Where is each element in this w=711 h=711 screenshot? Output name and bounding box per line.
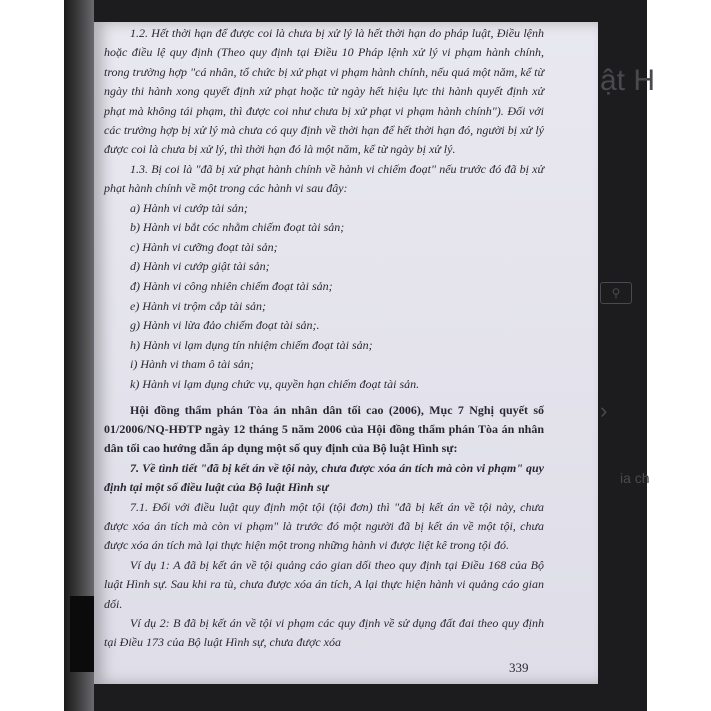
page-number: 339 (509, 660, 529, 675)
list-item: e) Hành vi trộm cắp tài sản; (130, 298, 266, 313)
list-item: c) Hành vi cưỡng đoạt tài sản; (130, 239, 278, 254)
book-page (94, 22, 598, 684)
page-content (104, 24, 544, 653)
list-item: g) Hành vi lừa đảo chiếm đoạt tài sản;. (130, 318, 320, 333)
list-item: b) Hành vi bắt cóc nhằm chiếm đoạt tài sản; (130, 220, 345, 235)
list-item: d) Hành vi cướp giật tài sản; (130, 259, 270, 274)
list-item: đ) Hành vi công nhiên chiếm đoạt tài sản; (130, 279, 333, 294)
list-item: a) Hành vi cướp tài sản; (130, 200, 248, 215)
example-1: Ví dụ 1: A đã bị kết án về tội quảng cáo gian dối theo quy định tại Điều 168 của Bộ luật Hình sự. Sau khi ra tù, chưa được xóa án tích, A lại thực hiện hành vi quảng cáo gian dối. (104, 557, 544, 611)
paragraph-1-3: 1.3. Bị coi là "đã bị xử phạt hành chính về hành vi chiếm đoạt" nếu trước đó đã bị xử phạt hành chính về một trong các hành vi sau đây: (104, 161, 544, 196)
paragraph-7-1: 7.1. Đối với điều luật quy định một tội (tội đơn) thì "đã bị kết án về tội này, chưa được xóa án tích mà còn vi phạm" là trước đó một người đã bị kết án về một tội, chưa được xóa án tích mà lại thực hiện một trong những hành vi được liệt kê trong tội đó. (104, 499, 544, 553)
search-icon: ⚲ (600, 282, 632, 304)
behavior-list (104, 199, 544, 395)
background-title-text: ật H (600, 64, 656, 97)
chevron-right-icon: › (600, 398, 608, 423)
paragraph-1-2: 1.2. Hết thời hạn để được coi là chưa bị xử lý là hết thời hạn do pháp luật, Điều lệnh hoặc điều lệ quy định (Theo quy định tại Điều 10 Pháp lệnh xử lý vi phạm hành chính, trong trường hợp "cá nhân, tổ chức bị xử phạt vi phạm hành chính, nếu quá một năm, kể từ ngày thi hành xong quyết định xử phạt hoặc từ ngày hết hiệu lực thi hành quyết định xử phạt mà không tái phạm, thì được coi như chưa bị xử phạt vi phạm hành chính"). Đối với các trường hợp bị xử lý mà chưa có quy định về thời hạn để hết thời hạn đó, người bị xử lý được coi là chưa bị xử lý, thì thời hạn đó là một năm, kể từ ngày bị xử lý. (104, 26, 544, 157)
list-item: k) Hành vi lạm dụng chức vụ, quyền hạn chiếm đoạt tài sản. (130, 377, 420, 391)
resolution-heading: Hội đồng thẩm phán Tòa án nhân dân tối cao (2006), Mục 7 Nghị quyết số 01/2006/NQ-HĐTP ngày 12 tháng 5 năm 2006 của Hội đồng thẩm phán Tòa án nhân dân tối cao hướng dẫn áp dụng một số quy định của Bộ luật Hình sự: (104, 402, 544, 456)
example-2: Ví dụ 2: B đã bị kết án về tội vi phạm các quy định về sử dụng đất đai theo quy định tại Điều 173 của Bộ luật Hình sự, chưa được xóa (104, 616, 544, 650)
list-item: i) Hành vi tham ô tài sản; (130, 357, 254, 372)
section-7-heading: 7. Về tình tiết "đã bị kết án về tội này, chưa được xóa án tích mà còn vi phạm" quy định tại một số điều luật của Bộ luật Hình sự (104, 460, 544, 495)
list-item: h) Hành vi lạm dụng tín nhiệm chiếm đoạt tài sản; (130, 337, 373, 352)
background-side-text: ia ch (620, 470, 650, 486)
